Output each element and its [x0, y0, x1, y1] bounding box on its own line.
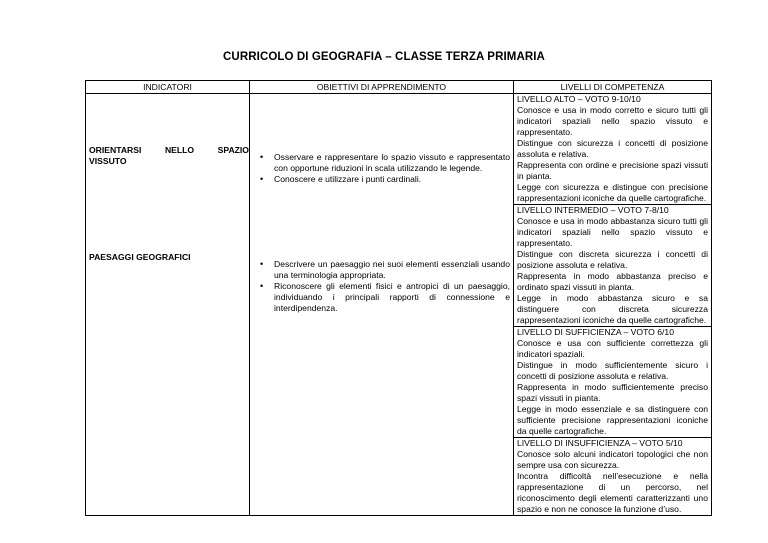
livello-sufficienza [514, 327, 711, 438]
livello-title: LIVELLO DI SUFFICIENZA – VOTO 6/10 [517, 327, 674, 337]
livello-intermedio [514, 205, 711, 327]
livello-line: Rappresenta in modo abbastanza preciso e ordinato spazi vissuti in pianta. [517, 271, 708, 292]
livello-line: Distingue in modo sufficientemente sicuro i concetti di posizione assoluta e relativa. [517, 360, 708, 381]
page-title: CURRICOLO DI GEOGRAFIA – CLASSE TERZA PRIMARIA [223, 51, 545, 63]
livello-line: Conosce e usa con sufficiente correttezza gli indicatori spaziali. [517, 338, 708, 359]
livello-title: LIVELLO DI INSUFFICIENZA – VOTO 5/10 [517, 438, 683, 448]
obiettivi-cell [250, 94, 514, 516]
obiettivo-item: • Riconoscere gli elementi fisici e antropici di un paesaggio, individuando i principali rapporti di connessione e interdipendenza. [274, 281, 510, 314]
obiettivo-item: • Descrivere un paesaggio nei suoi elementi essenziali usando una terminologia appropriata. [274, 259, 510, 281]
livello-line: Rappresenta con ordine e precisione spazi vissuti in pianta. [517, 160, 708, 181]
livello-line: Legge in modo essenziale e sa distinguere con sufficiente precisione rappresentazioni iconiche da quelle cartografiche. [517, 404, 708, 436]
livello-line: Distingue con discreta sicurezza i concetti di posizione assoluta e relativa. [517, 249, 708, 270]
indicator-orientarsi [89, 145, 249, 167]
indicator-paesaggi: PAESAGGI GEOGRAFICI [89, 252, 191, 262]
livello-line: Conosce solo alcuni indicatori topologici che non sempre usa con sicurezza. [517, 449, 708, 470]
obiettivi-list-1 [250, 152, 514, 185]
content-row [86, 94, 712, 516]
header-indicatori: INDICATORI [86, 81, 250, 94]
livello-title: LIVELLO ALTO – VOTO 9-10/10 [517, 94, 641, 104]
header-row [86, 81, 712, 94]
obiettivo-item: • Conoscere e utilizzare i punti cardinali. [274, 174, 510, 185]
indicator-word: SPAZIO [217, 145, 249, 155]
livello-line: Legge in modo abbastanza sicuro e sa distinguere con discreta sicurezza rappresentazioni iconiche da quelle cartografiche. [517, 293, 708, 325]
indicator-word: VISSUTO [89, 156, 127, 166]
obiettivo-item: • Osservare e rappresentare lo spazio vissuto e rappresentato con opportune riduzioni in scala utilizzando le legende. [274, 152, 510, 174]
indicator-word: NELLO [164, 145, 195, 155]
livello-line: Distingue con sicurezza i concetti di posizione assoluta e relativa. [517, 138, 708, 159]
indicatori-cell [86, 94, 250, 516]
obiettivi-list-2 [250, 259, 514, 314]
livello-insufficienza [514, 438, 711, 515]
livello-line: Conosce e usa in modo abbastanza sicuro tutti gli indicatori spaziali nello spazio vissuto e rappresentato. [517, 216, 708, 248]
curriculum-table [85, 80, 712, 516]
livello-title: LIVELLO INTERMEDIO – VOTO 7-8/10 [517, 205, 669, 215]
livello-line: Incontra difficoltà nell’esecuzione e nella rappresentazione di un percorso, nel riconoscimento degli elementi caratterizzanti uno spazio e non ne conosce la funzione d’uso. [517, 471, 708, 514]
livello-alto [514, 94, 711, 205]
livello-line: Conosce e usa in modo corretto e sicuro tutti gli indicatori spaziali nello spazio vissuto e rappresentato. [517, 105, 708, 137]
livelli-cell [514, 94, 712, 516]
livello-line: Legge con sicurezza e distingue con precisione rappresentazioni iconiche da quelle cartografiche. [517, 182, 708, 203]
indicator-word: ORIENTARSI [89, 145, 142, 155]
livello-line: Rappresenta in modo sufficientemente preciso spazi vissuti in pianta. [517, 382, 708, 403]
header-livelli: LIVELLI DI COMPETENZA [514, 81, 712, 94]
header-obiettivi: OBIETTIVI DI APPRENDIMENTO [250, 81, 514, 94]
